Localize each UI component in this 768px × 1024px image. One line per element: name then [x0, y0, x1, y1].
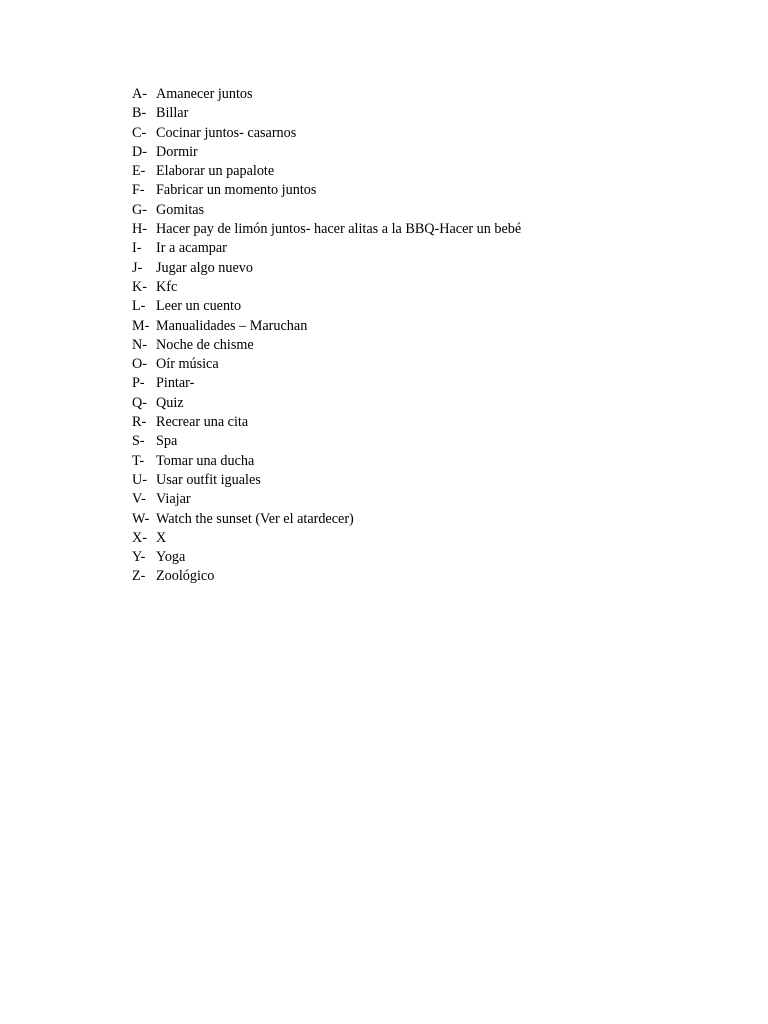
- list-item: [132, 374, 521, 393]
- list-item: [132, 143, 521, 162]
- item-text: Jugar algo nuevo: [156, 259, 253, 276]
- item-letter: L-: [132, 298, 146, 315]
- item-text: Cocinar juntos- casarnos: [156, 124, 297, 141]
- item-letter: S-: [132, 433, 145, 450]
- item-letter: K-: [132, 278, 147, 295]
- item-text: Gomitas: [156, 201, 205, 218]
- item-letter: X-: [132, 529, 147, 546]
- item-letter: O-: [132, 356, 147, 373]
- item-letter: F-: [132, 182, 145, 199]
- list-item: [132, 239, 521, 258]
- item-text: Usar outfit iguales: [156, 471, 261, 488]
- list-item: [132, 432, 521, 451]
- item-letter: R-: [132, 414, 147, 431]
- item-text: Tomar una ducha: [156, 452, 255, 469]
- item-letter: U-: [132, 471, 147, 488]
- list-item: [132, 162, 521, 181]
- item-letter: Z-: [132, 568, 146, 585]
- list-item: [132, 413, 521, 432]
- list-item: [132, 471, 521, 490]
- item-text: Dormir: [156, 143, 198, 160]
- list-item: [132, 452, 521, 471]
- item-text: X: [156, 529, 167, 546]
- list-item: [132, 297, 521, 316]
- item-text: Oír música: [156, 356, 219, 373]
- item-text: Elaborar un papalote: [156, 163, 275, 180]
- list-item: [132, 567, 521, 586]
- item-text: Quiz: [156, 394, 184, 411]
- list-item: [132, 124, 521, 143]
- item-letter: B-: [132, 105, 147, 122]
- item-letter: N-: [132, 336, 147, 353]
- item-letter: V-: [132, 491, 146, 508]
- alphabet-list: [132, 85, 521, 587]
- list-item: [132, 220, 521, 239]
- item-letter: D-: [132, 143, 147, 160]
- list-item: [132, 317, 521, 336]
- list-item: [132, 259, 521, 278]
- item-letter: G-: [132, 201, 147, 218]
- item-text: Recrear una cita: [156, 414, 249, 431]
- item-text: Billar: [156, 105, 189, 122]
- list-item: [132, 548, 521, 567]
- item-letter: A-: [132, 86, 147, 102]
- item-letter: M-: [132, 317, 150, 334]
- item-text: Kfc: [156, 278, 178, 295]
- list-item: [132, 490, 521, 509]
- list-item: [132, 336, 521, 355]
- item-text: Amanecer juntos: [156, 86, 253, 102]
- list-item: [132, 181, 521, 200]
- item-letter: T-: [132, 452, 145, 469]
- item-text: Spa: [156, 433, 178, 450]
- item-letter: C-: [132, 124, 147, 141]
- item-letter: E-: [132, 163, 146, 180]
- item-letter: I-: [132, 240, 142, 257]
- list-item: [132, 85, 521, 104]
- item-text: Leer un cuento: [156, 298, 242, 315]
- item-text: Viajar: [156, 491, 191, 508]
- item-text: Hacer pay de limón juntos- hacer alitas a la BBQ-Hacer un bebé: [156, 221, 522, 238]
- item-letter: Y-: [132, 549, 146, 566]
- item-letter: W-: [132, 510, 150, 527]
- item-text: Ir a acampar: [156, 240, 227, 257]
- item-text: Zoológico: [156, 568, 215, 585]
- item-letter: J-: [132, 259, 143, 276]
- list-item: [132, 355, 521, 374]
- item-letter: P-: [132, 375, 145, 392]
- list-item: [132, 201, 521, 220]
- list-item: [132, 394, 521, 413]
- list-item: [132, 104, 521, 123]
- item-text: Watch the sunset (Ver el atardecer): [156, 510, 354, 527]
- item-text: Yoga: [156, 549, 186, 566]
- item-letter: Q-: [132, 394, 147, 411]
- item-text: Pintar-: [156, 375, 195, 392]
- item-text: Manualidades – Maruchan: [156, 317, 308, 334]
- item-text: Fabricar un momento juntos: [156, 182, 317, 199]
- item-text: Noche de chisme: [156, 336, 254, 353]
- list-item: [132, 278, 521, 297]
- item-letter: H-: [132, 221, 147, 238]
- list-item: [132, 529, 521, 548]
- list-item: [132, 510, 521, 529]
